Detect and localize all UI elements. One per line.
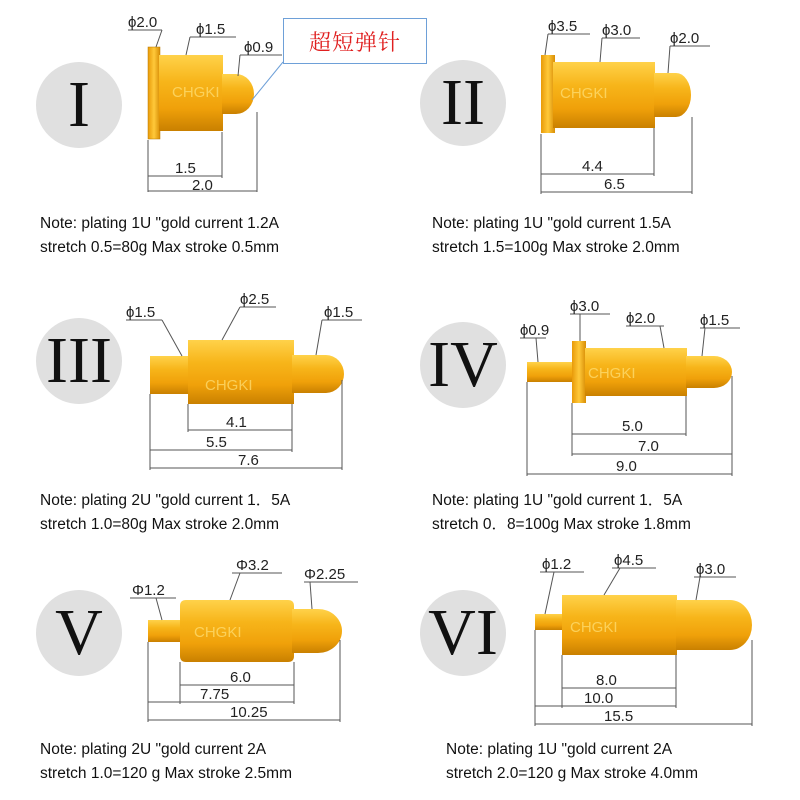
pin-type-numeral: II [420,60,506,146]
note-line: Note: plating 1U "gold current 1．5A [432,492,683,509]
diameter-label: Φ2.25 [304,566,346,583]
diameter-label: ϕ3.0 [602,22,632,39]
diameter-label: ϕ2.0 [670,30,700,47]
length-label: 8.0 [596,672,617,689]
length-label: 15.5 [604,708,634,725]
watermark: CHGKI [560,85,608,102]
watermark: CHGKI [194,624,242,641]
diameter-label: ϕ3.0 [696,561,726,578]
note-line: stretch 1.0=80g Max stroke 2.0mm [40,516,280,533]
diameter-label: ϕ1.5 [700,312,730,329]
pin-type-numeral: VI [420,590,506,676]
length-label: 5.0 [622,418,643,435]
note-line: Note: plating 1U "gold current 1.2A [40,215,280,232]
length-label: 6.0 [230,669,251,686]
pin-6-drawing [535,595,752,655]
length-label: 4.4 [582,158,603,175]
length-label: 7.75 [200,686,230,703]
pin-3-drawing [150,340,344,404]
length-label: 7.6 [238,452,259,469]
pin-5-note [40,738,292,786]
length-label: 7.0 [638,438,659,455]
diameter-label: ϕ2.0 [128,14,158,31]
note-line: stretch 2.0=120 g Max stroke 4.0mm [446,765,698,782]
diameter-label: Φ3.2 [236,557,269,574]
pin-type-numeral: IV [420,322,506,408]
length-label: 9.0 [616,458,637,475]
watermark: CHGKI [205,377,253,394]
note-line: Note: plating 2U "gold current 2A [40,741,267,758]
length-label: 10.25 [230,704,268,721]
watermark: CHGKI [570,619,618,636]
pin-1-note [40,212,279,260]
length-label: 1.5 [175,160,196,177]
note-line: Note: plating 2U "gold current 1．5A [40,492,291,509]
length-label: 5.5 [206,434,227,451]
pin-2-note [432,212,680,260]
pin-4-note [432,489,691,537]
length-label: 2.0 [192,177,213,194]
pin-5-drawing [148,600,342,662]
note-line: stretch 1.5=100g Max stroke 2.0mm [432,239,680,256]
diameter-label: ϕ1.2 [542,556,572,573]
diameter-label: ϕ1.5 [324,304,354,321]
watermark: CHGKI [588,365,636,382]
length-label: 10.0 [584,690,614,707]
pin-6-note [446,738,698,786]
note-line: stretch 0．8=100g Max stroke 1.8mm [432,516,691,533]
length-label: 4.1 [226,414,247,431]
length-label: 6.5 [604,176,625,193]
diameter-label: ϕ3.0 [570,298,600,315]
note-line: Note: plating 1U "gold current 1.5A [432,215,672,232]
note-line: stretch 1.0=120 g Max stroke 2.5mm [40,765,292,782]
pin-3-note [40,489,290,537]
pin-type-numeral: III [36,318,122,404]
note-line: Note: plating 1U "gold current 2A [446,741,673,758]
diameter-label: ϕ1.5 [126,304,156,321]
callout-label: 超短弹针 [283,18,427,64]
diameter-label: ϕ2.0 [626,310,656,327]
diameter-label: Φ1.2 [132,582,165,599]
pin-type-numeral: I [36,62,122,148]
diameter-label: ϕ4.5 [614,552,644,569]
diameter-label: ϕ2.5 [240,291,270,308]
note-line: stretch 0.5=80g Max stroke 0.5mm [40,239,280,256]
diameter-label: ϕ0.9 [244,39,274,56]
diameter-label: ϕ3.5 [548,18,578,35]
diameter-label: ϕ1.5 [196,21,226,38]
diameter-label: ϕ0.9 [520,322,550,339]
pin-type-numeral: V [36,590,122,676]
watermark: CHGKI [172,84,220,101]
